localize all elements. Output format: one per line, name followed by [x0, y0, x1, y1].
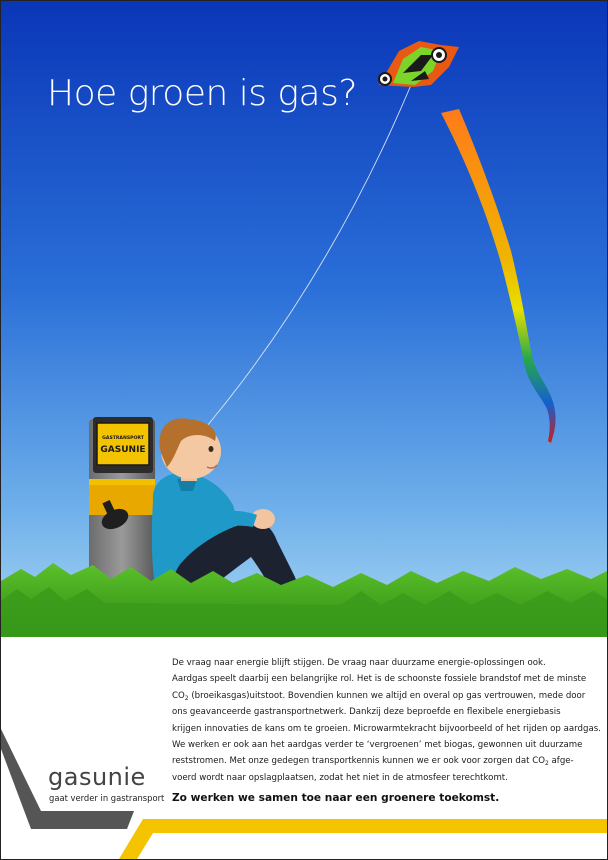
co2-subscript: 2 — [544, 760, 549, 768]
body-line-part: afge- — [548, 756, 574, 767]
sign-small-text: GASTRANSPORT — [102, 436, 144, 441]
sign-brand-text: GASUNIE — [100, 445, 146, 455]
logo-tagline: gaat verder in gastransport — [49, 793, 165, 803]
body-line-rest: (broeikasgas)uitstoot. Bovendien kunnen we altijd en overal op gas vertrouwen, mede door — [188, 690, 586, 701]
co2-text: CO — [172, 690, 185, 701]
brand-corner-graphic — [1, 637, 607, 859]
body-line-part: reststromen. Met onze gedegen transportkennis kunnen we er ook voor zorgen dat CO — [172, 756, 545, 767]
co2-subscript: 2 — [184, 694, 189, 702]
body-line: Aardgas speelt daarbij een belangrijke rol. Het is de schoonste fossiele brandstof met de minste — [172, 674, 587, 685]
gasunie-logo: gasunie — [48, 763, 146, 791]
headline: Hoe groen is gas? — [47, 73, 357, 114]
body-line: voerd wordt naar opslagplaatsen, zodat het niet in de atmosfeer terechtkomt. — [172, 772, 508, 783]
body-line: De vraag naar energie blijft stijgen. De vraag naar duurzame energie-oplossingen ook. — [172, 658, 546, 668]
body-line: We werken er ook aan het aardgas verder te ‘vergroenen’ met biogas, gewonnen uit duurzame — [172, 740, 583, 751]
closing-statement: Zo werken we samen toe naar een groenere toekomst. — [172, 792, 500, 804]
body-line: ons geavanceerde gastransportnetwerk. Dankzij deze beproefde en flexibele energiebasis — [172, 707, 561, 718]
body-line: krijgen innovaties de kans om te groeien. Microwarmtekracht bijvoorbeeld of het rijden op aardgas. — [172, 723, 601, 734]
